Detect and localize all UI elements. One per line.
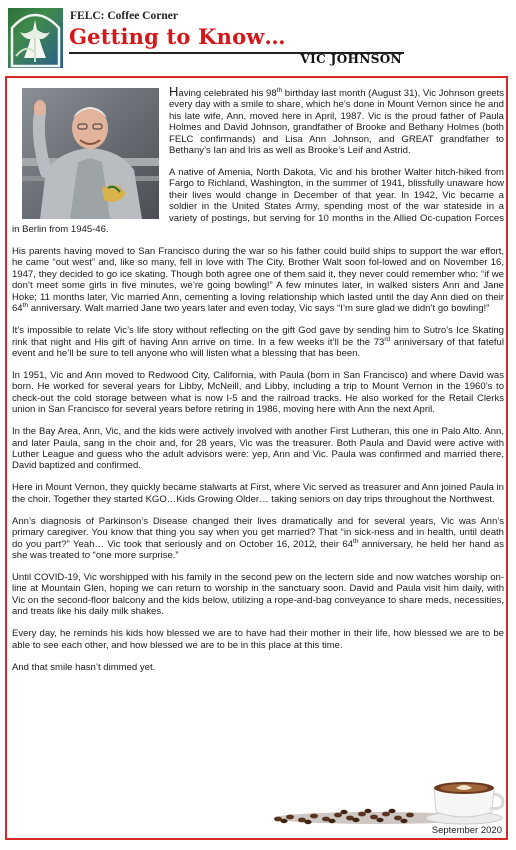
section-kicker: FELC: Coffee Corner xyxy=(70,10,178,22)
page-title: Getting to Know… xyxy=(69,24,286,49)
paragraph-3: His parents having moved to San Francisco during the war so his father could build ships to support the war effort, he came “out west” and, like so many, fell in love with The City. Brother Walt soon fol-lowed and on November 16, 1947, they decided to go ice skating. Though both agree one of them said it, they never could remember who: “if we don’t meet some girls in five minutes, we’re going bowling!” A few minutes later, in walked sisters Ann and Jane Hoke; 11 months later, Vic married Ann, cementing a loving relationship which lasted until the day Ann died on their 64th anniversary. Walt married Jane two years later and even today, Vic says “I’m sure glad we didn’t go bowling!” xyxy=(12,246,504,315)
paragraph-7: Here in Mount Vernon, they quickly became stalwarts at First, where Vic served as treasurer and Ann joined Paula in the choir. Together they started KGO…Kids Growing Older… taking seniors on day trips throughout the Northwest. xyxy=(12,482,504,505)
article-body xyxy=(12,86,504,684)
paragraph-2: A native of Amenia, North Dakota, Vic and his brother Walter hitch-hiked from Fargo to Richland, Washington, in the summer of 1941, blissfully unaware how their lives would change in December of that year. In 1942, Vic became a soldier in the United States Army, spending most of the war stateside in a variety of postings, but serving for 10 months in the Allied Oc-cupation Forces in Berlin from 1945-46. xyxy=(12,167,504,236)
paragraph-8: Ann’s diagnosis of Parkinson’s Disease changed their lives dramatically and for several years, Vic was Ann’s primary caregiver. You know that thing you say when you get married? That “in sick-ness and in health, until death do you part?” Yeah… Vic took that seriously and on October 16, 2012, their 64th anniversary, he held her hand as she was treated to “one more surprise.” xyxy=(12,515,504,561)
vic-johnson-photo xyxy=(22,88,159,219)
subject-name: VIC JOHNSON xyxy=(300,52,402,66)
paragraph-9: Until COVID-19, Vic worshipped with his family in the second pew on the lectern side and now watches worship on-line at Mountain Glen, hoping we can return to worship in the sanctuary soon. David and Paula visit him daily, with Vic on the second-floor balcony and the kids below, utilizing a rope-and-bag conveyance to share meds, necessities, and treats like his daily milk shakes. xyxy=(12,571,504,618)
paragraph-1: Having celebrated his 98th birthday last month (August 31), Vic Johnson greets every day with a smile to share, which he’s done in Mount Vernon since he and his late wife, Ann, moved here in April, 1987. Vic is the proud father of Paula Holmes and David Johnson, grandfather of Brooke and Bethany Holmes (both FELC confirmands) and Lisa Ann Johnson, and GREAT grandfather to Bethany’s Ian and Iris as well as Brooke’s Leif and Astrid. xyxy=(169,84,504,157)
church-window-lily-icon xyxy=(8,8,63,68)
paragraph-11: And that smile hasn’t dimmed yet. xyxy=(12,661,156,673)
coffee-cup-beans-icon xyxy=(268,778,508,826)
paragraph-6: In the Bay Area, Ann, Vic, and the kids were actively involved with another First Lutheran, this one in Palo Alto. Ann, and later Paula, sang in the choir and, for 28 years, Vic was the treasurer. Both Paula and David were active with Luther League and guess who the adult advisors were: yep, Ann and Vic. Paula was confirmed and married there, David baptized and confirmed. xyxy=(12,426,504,472)
newsletter-header xyxy=(0,0,516,72)
paragraph-5: In 1951, Vic and Ann moved to Redwood City, California, with Paula (born in San Francisco) and where David was born. He worked for several years for Libby, McNeill, and Libby, including a trip to Mount Vernon in the 1960’s to check-out the cold storage between what is now I-5 and the railroad tracks. He also worked for the Retail Clerks union in San Francisco for several years before retiring in 1986, moving here with Ann the next April. xyxy=(12,369,504,416)
paragraph-4: It’s impossible to relate Vic’s life story without reflecting on the gift God gave by sending him to Sutro’s Ice Skating rink that night and His gift of having Ann arrive on time. In a few weeks it’ll be the 73rd anniversary of that fateful event and he’ll be sure to tell anyone who will listen what a blessing that has been. xyxy=(12,325,504,359)
issue-date: September 2020 xyxy=(431,825,502,836)
paragraph-10: Every day, he reminds his kids how blessed we are to have had their mother in their life, how blessed we are to be able to see each other, and how blessed we are to be in this place at this time. xyxy=(12,628,504,651)
drop-cap: H xyxy=(169,84,179,99)
